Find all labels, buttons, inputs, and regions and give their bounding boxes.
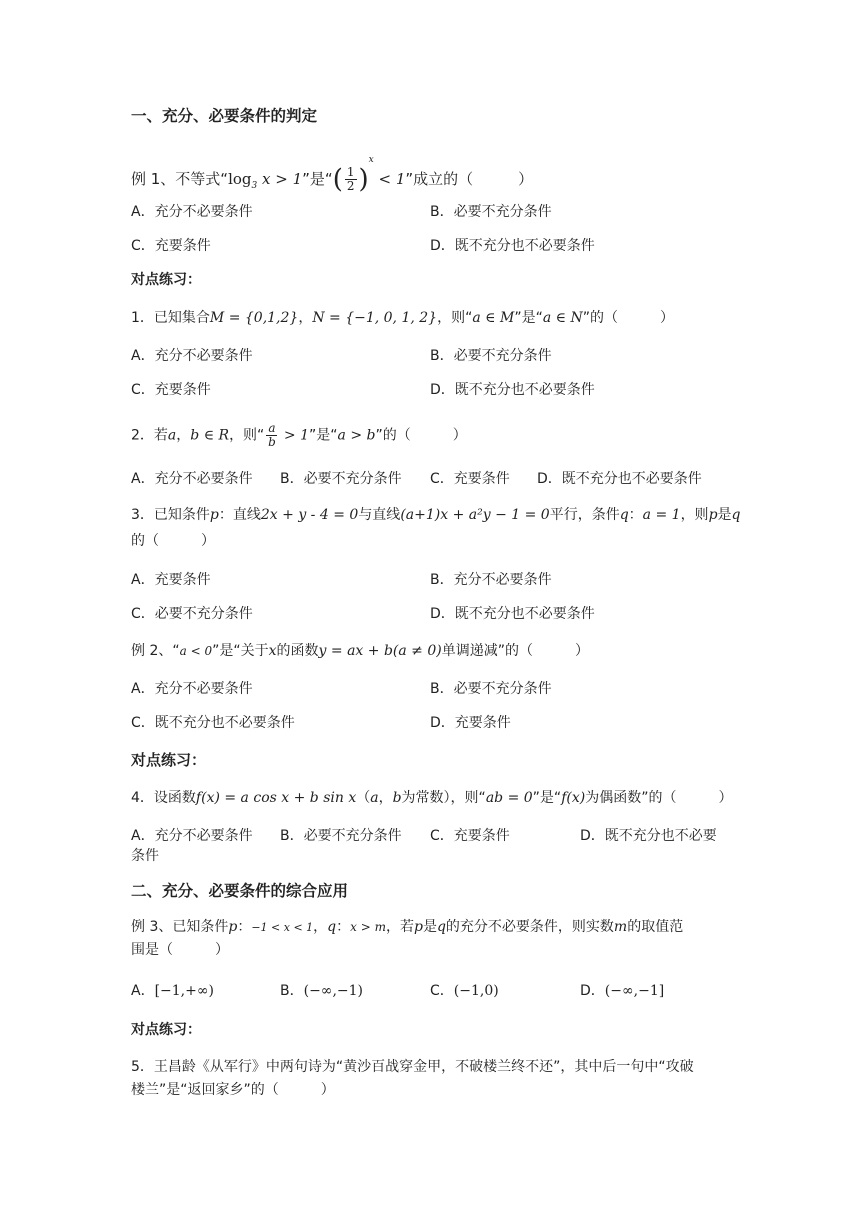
- option-b: B．必要不充分条件: [430, 681, 552, 697]
- option-a: A．[−1,+∞): [131, 983, 214, 999]
- question-3-stem-cont: 的（ ）: [131, 533, 215, 549]
- option-c: C．(−1,0): [430, 983, 499, 999]
- option-c: C．充要条件: [131, 382, 211, 398]
- option-b: B．必要不充分条件: [280, 471, 402, 487]
- option-b: B．(−∞,−1): [280, 983, 364, 999]
- option-d: D．既不充分也不必要条件: [430, 382, 595, 398]
- option-a: A．充分不必要条件: [131, 471, 253, 487]
- option-b: B．必要不充分条件: [280, 828, 402, 844]
- option-c: C．充要条件: [430, 471, 510, 487]
- option-a: A．充分不必要条件: [131, 348, 253, 364]
- section-heading-2: 二、充分、必要条件的综合应用: [131, 882, 349, 900]
- question-3-stem: 3．已知条件p：直线2x + y - 4 = 0与直线(a+1)x + a²y − 1 = 0平行，条件q：a = 1，则p是q: [131, 507, 741, 523]
- fraction-a-over-b: $\frac{a}{b}$: [268, 421, 276, 449]
- practice-heading-2: 对点练习：: [131, 751, 207, 769]
- question-4-stem: 4．设函数f(x) = a cos x + b sin x（a，b为常数），则“ab = 0”是“f(x)为偶函数”的（ ）: [131, 790, 733, 806]
- question-1-stem: 1．已知集合M = {0,1,2}，N = {−1, 0, 1, 2}，则“a ∈ M”是“a ∈ N”的（ ）: [131, 310, 674, 326]
- option-d: D．既不充分也不必要条件: [430, 606, 595, 622]
- question-5-stem: 5．王昌龄《从军行》中两句诗为“黄沙百战穿金甲，不破楼兰终不还”，其中后一句中“攻破: [131, 1059, 694, 1075]
- option-c: C．充要条件: [131, 238, 211, 254]
- section-heading-1: 一、充分、必要条件的判定: [131, 107, 318, 125]
- option-a: A．充要条件: [131, 572, 211, 588]
- option-b: B．必要不充分条件: [430, 348, 552, 364]
- practice-heading-1: 对点练习：: [131, 272, 201, 288]
- option-a: A．充分不必要条件: [131, 681, 253, 697]
- example-3-stem: 例 3、已知条件p：−1 < x < 1，q：x > m，若p是q的充分不必要条件，则实数m的取值范: [131, 919, 684, 935]
- practice-heading-3: 对点练习：: [131, 1022, 201, 1038]
- option-d: D．既不充分也不必要条件: [430, 238, 595, 254]
- option-c: C．既不充分也不必要条件: [131, 715, 295, 731]
- example-1-stem: 例 1、不等式“$\log_3$ x > 1”是“( $\frac{1}{2}$ )$^x$ < 1”成立的（ ）: [131, 155, 534, 195]
- option-d: D．既不充分也不必要条件: [537, 471, 702, 487]
- option-a: A．充分不必要条件: [131, 204, 253, 220]
- option-d-cont: 条件: [131, 848, 159, 864]
- option-c: C．充要条件: [430, 828, 510, 844]
- option-c: C．必要不充分条件: [131, 606, 253, 622]
- option-d: D．充要条件: [430, 715, 511, 731]
- fraction-one-half: $\frac{1}{2}$: [346, 165, 355, 193]
- option-d: D．(−∞,−1]: [580, 983, 665, 999]
- option-b: B．充分不必要条件: [430, 572, 552, 588]
- option-b: B．必要不充分条件: [430, 204, 552, 220]
- option-d: D．既不充分也不必要: [580, 828, 717, 844]
- question-2-stem: 2．若a，b ∈ R，则“ $\frac{a}{b}$ > 1”是“a > b”的（ ）: [131, 421, 467, 449]
- example-2-stem: 例 2、“a < 0”是“关于x的函数y = ax + b(a ≠ 0)单调递减”的（ ）: [131, 643, 589, 659]
- question-5-stem-cont: 楼兰”是“返回家乡”的（ ）: [131, 1082, 335, 1098]
- option-a: A．充分不必要条件: [131, 828, 253, 844]
- example-3-stem-cont: 围是（ ）: [131, 942, 229, 958]
